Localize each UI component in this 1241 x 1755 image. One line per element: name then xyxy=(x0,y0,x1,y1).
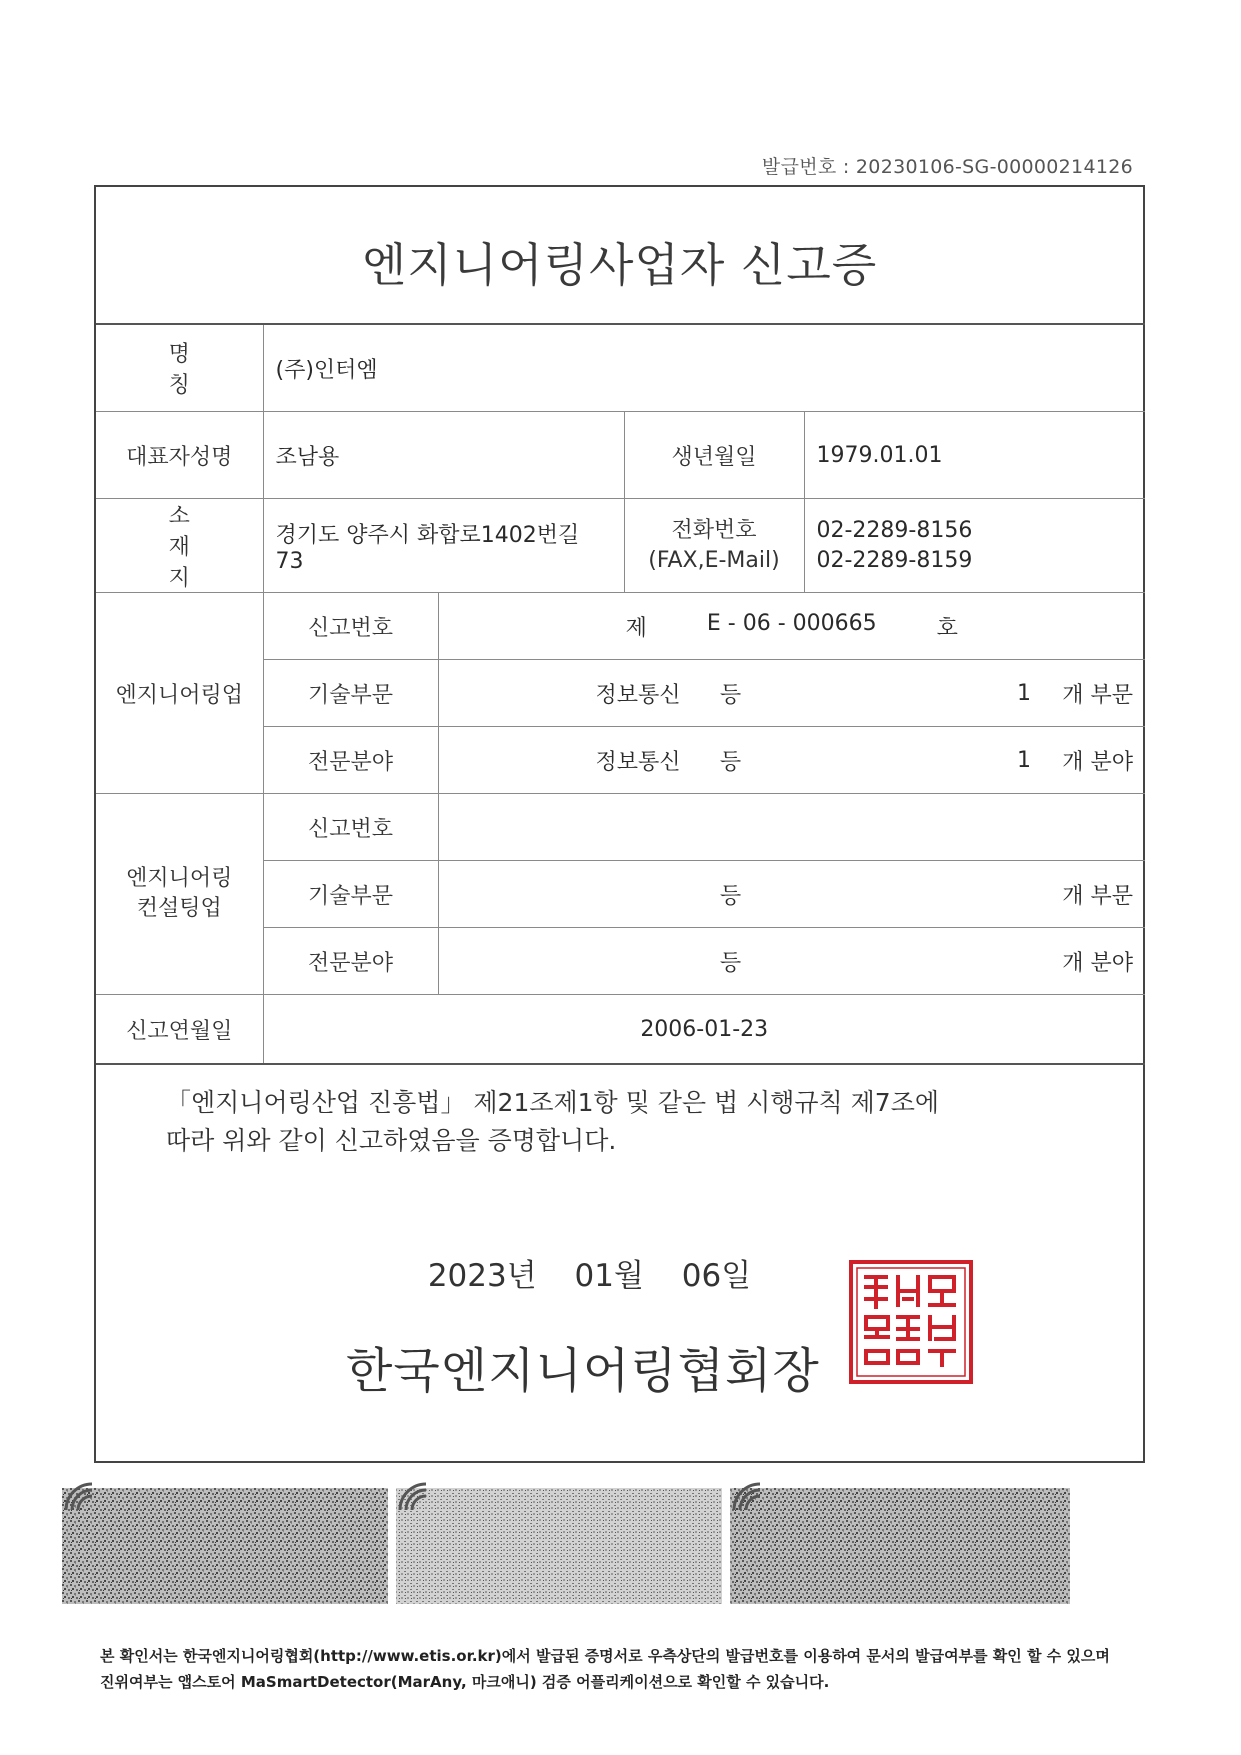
barcode-block-2 xyxy=(396,1488,722,1604)
fax-value: 02-2289-8159 xyxy=(816,547,973,573)
con-reg-value xyxy=(438,794,1145,861)
con-spec-unit: 개 분야 xyxy=(1062,950,1133,976)
issue-number: 발급번호 : 20230106-SG-00000214126 xyxy=(761,156,1133,178)
con-reg-row xyxy=(96,794,1145,861)
con-spec-etc: 등 xyxy=(719,950,742,976)
eng-spec-unit: 개 분야 xyxy=(1062,749,1133,775)
official-seal-icon xyxy=(848,1259,974,1385)
eng-reg-number: E - 06 - 000665 xyxy=(706,610,877,636)
con-tech-etc: 등 xyxy=(719,883,742,909)
cert-line-1: 「엔지니어링산업 진흥법」 제21조제1항 및 같은 법 시행규칙 제7조에 xyxy=(166,1088,940,1117)
address-label: 소 재 지 xyxy=(96,499,263,593)
con-tech-value xyxy=(438,861,1145,928)
footer-line-1: 본 확인서는 한국엔지니어링협회(http://www.etis.or.kr)에서 발급된 증명서로 우측상단의 발급번호를 이용하여 문서의 발급여부를 확인 할 수 있으며 xyxy=(100,1647,1110,1665)
issue-date-day: 06일 xyxy=(681,1258,752,1294)
eng-spec-etc: 등 xyxy=(719,749,742,775)
eng-reg-label: 신고번호 xyxy=(263,593,438,660)
report-date-label: 신고연월일 xyxy=(96,995,263,1065)
eng-reg-value xyxy=(438,593,1145,660)
phone-label-line1: 전화번호 xyxy=(671,517,757,543)
footer-notice xyxy=(100,1643,1110,1695)
eng-reg-prefix: 제 xyxy=(625,615,647,641)
eng-spec-count: 1 xyxy=(1017,747,1031,773)
eng-tech-count: 1 xyxy=(1017,680,1031,706)
issue-date-month: 01월 xyxy=(574,1258,644,1294)
eng-spec-value xyxy=(438,727,1145,794)
eng-tech-value xyxy=(438,660,1145,727)
certificate-frame xyxy=(94,185,1145,1463)
barcode-block-3 xyxy=(730,1488,1070,1604)
eng-spec-field: 정보통신 xyxy=(595,749,681,775)
row-address xyxy=(96,499,1145,593)
verification-barcode-strip xyxy=(62,1480,1182,1606)
con-spec-value xyxy=(438,928,1145,995)
phone-label-line2: (FAX,E-Mail) xyxy=(648,547,780,573)
eng-tech-unit: 개 부문 xyxy=(1062,682,1133,708)
birth-label: 생년월일 xyxy=(624,412,804,499)
certification-text xyxy=(166,1084,939,1160)
row-report-date xyxy=(96,995,1145,1065)
issue-date-year: 2023년 xyxy=(427,1258,537,1294)
footer-line-2: 진위여부는 앱스토어 MaSmartDetector(MarAny, 마크애니) 검증 어플리케이션으로 확인할 수 있습니다. xyxy=(100,1673,830,1691)
con-spec-label: 전문분야 xyxy=(263,928,438,995)
con-tech-unit: 개 부문 xyxy=(1062,883,1133,909)
eng-reg-suffix: 호 xyxy=(936,615,958,641)
cert-line-2: 따라 위와 같이 신고하였음을 증명합니다. xyxy=(166,1126,617,1155)
consulting-label-line2: 컨설팅업 xyxy=(136,896,222,921)
consulting-section-label xyxy=(96,794,263,995)
eng-reg-row xyxy=(96,593,1145,660)
eng-tech-etc: 등 xyxy=(719,682,742,708)
eng-spec-label: 전문분야 xyxy=(263,727,438,794)
document-title: 엔지니어링사업자 신고증 xyxy=(361,238,878,292)
address-value: 경기도 양주시 화합로1402번길 73 xyxy=(263,499,624,593)
con-reg-label: 신고번호 xyxy=(263,794,438,861)
name-label: 명 칭 xyxy=(96,324,263,412)
issue-date xyxy=(96,1250,1143,1295)
birth-value: 1979.01.01 xyxy=(804,412,1145,499)
consulting-label-line1: 엔지니어링 xyxy=(126,866,233,891)
engineering-section-label: 엔지니어링업 xyxy=(96,593,263,794)
phone-label xyxy=(624,499,804,593)
phone-values xyxy=(804,499,1145,593)
row-representative xyxy=(96,412,1145,499)
report-date-value: 2006-01-23 xyxy=(263,995,1145,1065)
con-tech-label: 기술부문 xyxy=(263,861,438,928)
issuer-name: 한국엔지니어링협회장 xyxy=(346,1343,820,1399)
eng-tech-label: 기술부문 xyxy=(263,660,438,727)
rep-label: 대표자성명 xyxy=(96,412,263,499)
eng-tech-field: 정보통신 xyxy=(595,682,681,708)
rep-value: 조남용 xyxy=(263,412,624,499)
row-name xyxy=(96,324,1145,412)
phone-value: 02-2289-8156 xyxy=(816,517,973,543)
name-value: (주)인터엠 xyxy=(263,324,1145,412)
info-table xyxy=(96,323,1145,1065)
barcode-block-1 xyxy=(62,1488,388,1604)
